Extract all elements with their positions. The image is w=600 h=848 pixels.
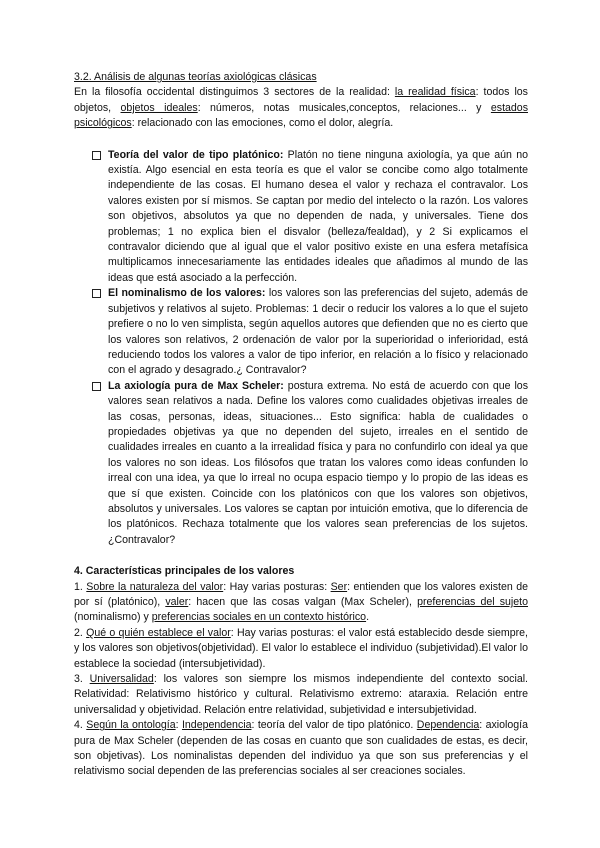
section-4: [74, 564, 528, 780]
characteristic-paragraph: 1. Sobre la naturaleza del valor: Hay varias posturas: Ser: entienden que los valores existen de por sí (platónico), valer: hacen que las cosas valgan (Max Scheler), preferencias del sujeto (nominalismo) y preferencias sociales en un contexto histórico.: [74, 580, 529, 624]
characteristic-paragraph: 3. Universalidad: los valores son siempre los mismos independiente del contexto social. Relatividad: Relativismo histórico y cultural. Relativismo extremo: ataraxia. Relación entre universalidad y objetividad. Relación entre relatividad, subjetividad e intersubjetividad.: [74, 673, 529, 716]
list-item: La axiología pura de Max Scheler: postura extrema. No está de acuerdo con que los valores sean relativos a nada. Define los valores como cualidades objetivas irreales de las cosas, personas, ideas, situaciones... Esto significa: habla de cualidades o propiedades objetivas ya que no dependen del sujeto, irreales en el sentido de cualidades irreales en cuanto a la irrealidad física y para no confundirlo con ideal ya que los valores no son ideas. Los filósofos que tratan los valores como ideas confunden lo irreal con una idea, ya que lo irreal no ocupa espacio tiempo y lo propio de las ideas es que sí que existen. Coincide con los platónicos con que los valores son objetivos, absolutos y universales. Los valores se captan por intuición emotiva, que lo diferencia de los platónicos. Rechaza totalmente que los valores sean preferencias de los sujetos. ¿Contravalor?: [74, 379, 528, 548]
section-heading-3-2: 3.2. Análisis de algunas teorías axiológicas clásicas: [74, 71, 317, 83]
theory-list: [74, 148, 528, 549]
intro-paragraph: En la filosofía occidental distinguimos 3 sectores de la realidad: la realidad física: todos los objetos, objetos ideales: números, notas musicales,conceptos, relaciones... y estados psicológicos: relacionado con las emociones, como el dolor, alegría.: [74, 86, 528, 130]
checkbox-icon: [92, 382, 101, 391]
characteristic-paragraph: 2. Qué o quién establece el valor: Hay varias posturas: el valor está establecido desde siempre, y los valores son objetivos(objetividad). El valor lo establece el individuo (subjetividad).El valor lo establece la sociedad (intersubjetividad).: [74, 626, 528, 670]
checkbox-icon: [92, 151, 101, 160]
list-item: El nominalismo de los valores: los valores son las preferencias del sujeto, además de subjetivos y relativos al sujeto. Problemas: 1 decir o reducir los valores a lo que el sujeto prefiere o no lo ven simplista, según aquellos autores que defienden que no es cierto que los valores son relativos, 2 ordenación de valor por la superioridad o inferioridad, está reduciendo todos los valores a valor de tipo inferior, en relación a lo físico y relacionado con el agrado y desagrado.¿ Contravalor?: [74, 286, 528, 378]
checkbox-icon: [92, 289, 101, 298]
characteristic-paragraph: 4. Según la ontología: Independencia: teoría del valor de tipo platónico. Dependencia: axiología pura de Max Scheler (dependen de las cosas en cuanto que son cualidades de estas, es decir, son objetivas). Los nominalistas dependen del individuo ya que son sus preferencias y el relativismo social dependen de las preferencias sociales al ser creaciones sociales.: [74, 719, 529, 778]
section-heading-4: 4. Características principales de los valores: [74, 565, 295, 578]
list-item: Teoría del valor de tipo platónico: Platón no tiene ninguna axiología, ya que aún no existía. Algo esencial en esta teoría es que el valor se concibe como algo totalmente independiente de las cosas. El humano desea el valor y rechaza el contravalor. Los valores existen por sí mismos. Se captan por medio del intelecto o la razón. Los valores son objetivos, absolutos ya que no dependen de nada, y universales. Tiene dos problemas; 1 no explica bien el disvalor (belleza/fealdad), y 2 Si explicamos el contravalor diciendo que al igual que el valor positivo existe en una esfera metafísica multiplicamos innecesariamente las entidades ideales que añadimos al mundo de las ideas que está asociado a la perfección.: [74, 148, 528, 287]
document-page: [74, 70, 528, 780]
